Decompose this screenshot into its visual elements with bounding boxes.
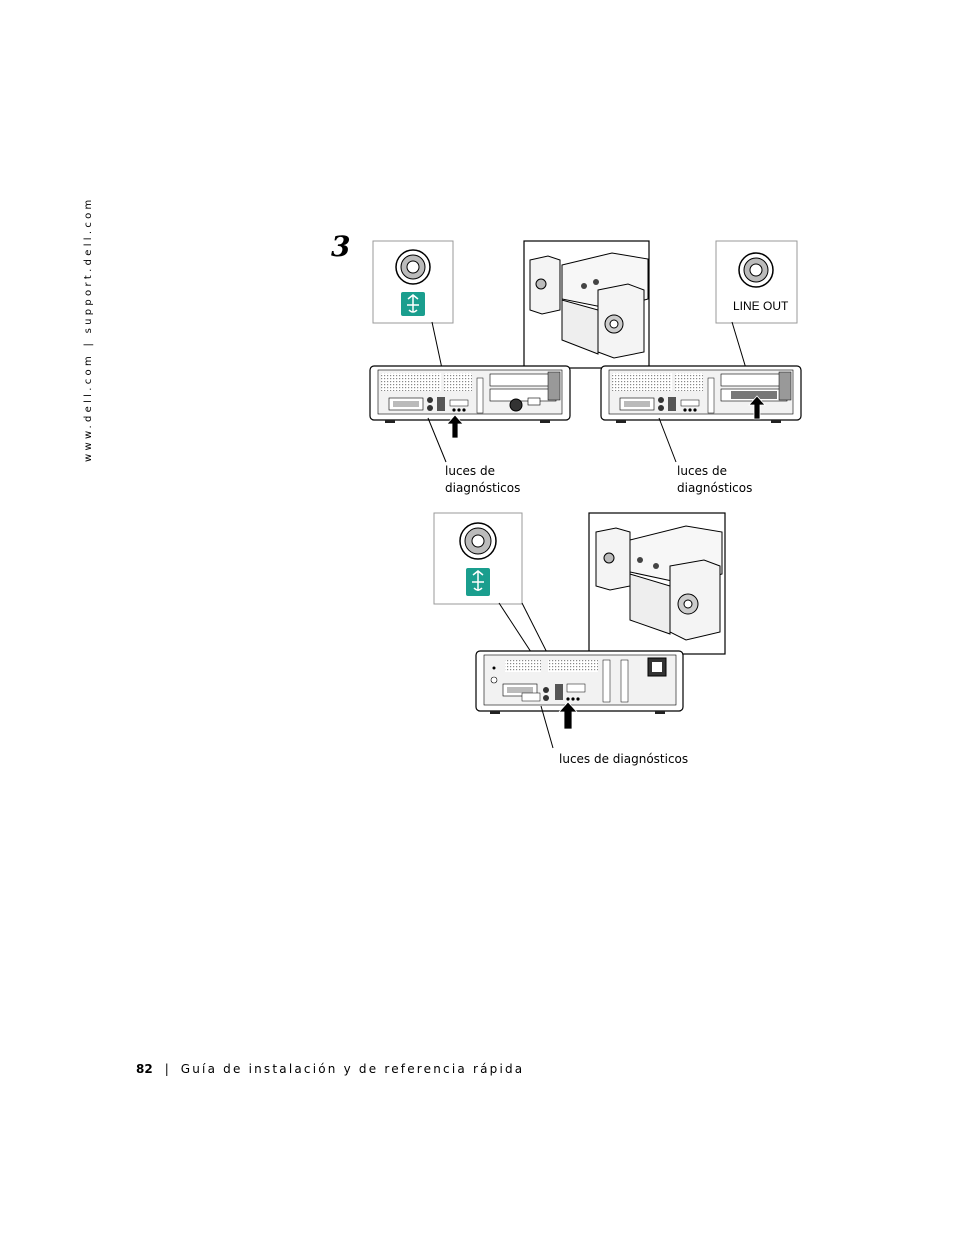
speaker-inset-bottom (589, 513, 725, 654)
caption-top-left: luces de diagnósticos (445, 464, 521, 495)
line-out-label: LINE OUT (733, 299, 789, 313)
audio-jack-inset-top-left (373, 241, 453, 323)
speaker-inset-top (524, 241, 649, 368)
callout-line (428, 418, 446, 462)
page-number: 82 (136, 1062, 153, 1076)
audio-jack-inset-bottom (434, 513, 522, 604)
document-title: Guía de instalación y de referencia rápida (180, 1062, 525, 1076)
computer-back-panel-top-right (601, 366, 801, 423)
page-footer (136, 1062, 524, 1076)
computer-back-panel-top-left (370, 366, 570, 423)
step-number: 3 (331, 230, 351, 263)
caption-bottom: luces de diagnósticos (559, 752, 689, 766)
caption-top-right: luces de diagnósticos (677, 464, 753, 495)
computer-back-panel-bottom (476, 651, 683, 714)
sidebar-url: www.dell.com | support.dell.com (83, 196, 94, 462)
footer-separator: | (164, 1062, 169, 1076)
callout-line (659, 418, 676, 462)
callout-line (541, 706, 553, 748)
